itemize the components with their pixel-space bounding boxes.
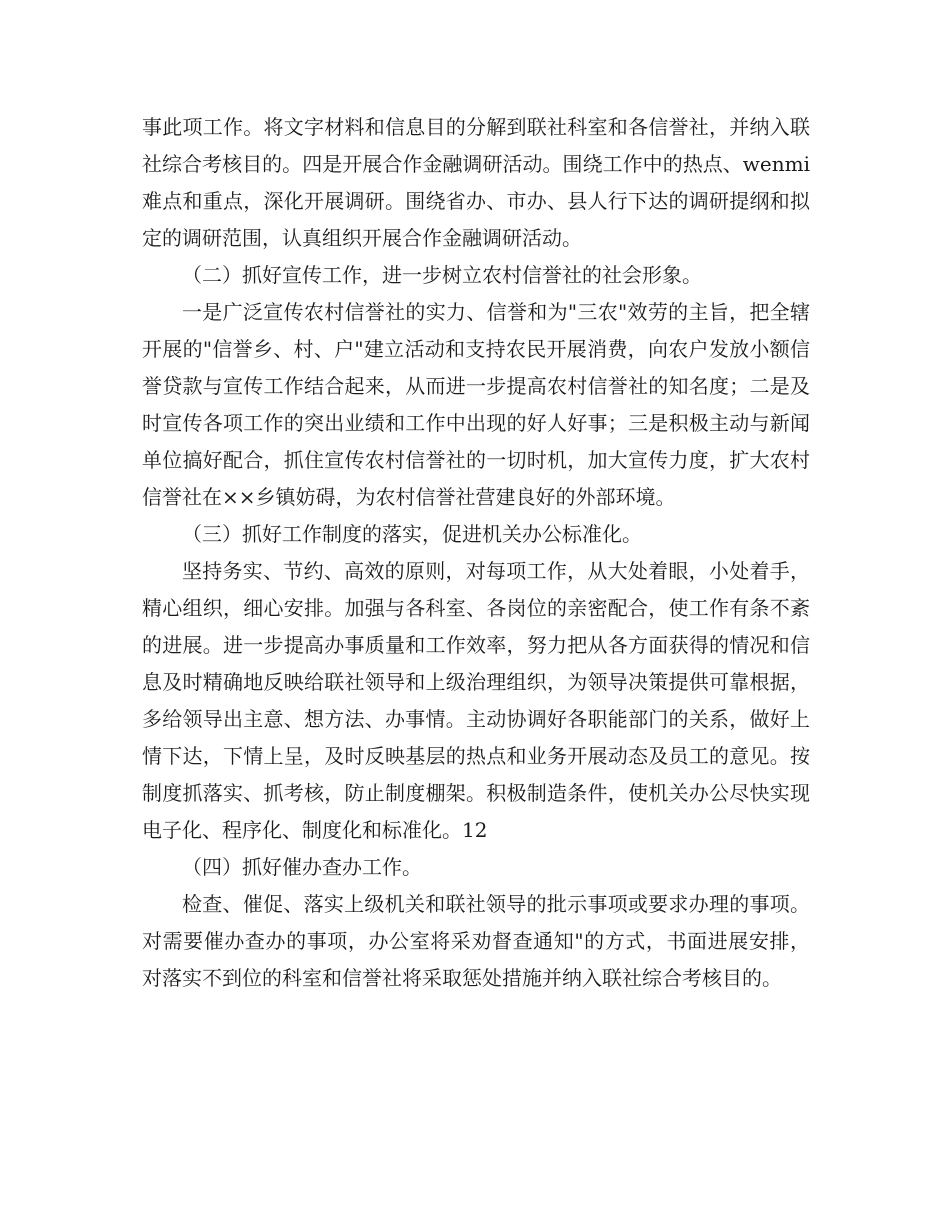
section-heading-publicity: （二）抓好宣传工作，进一步树立农村信誉社的社会形象。 [182, 263, 702, 287]
section-heading-system: （三）抓好工作制度的落实，促进机关办公标准化。 [182, 522, 642, 546]
paragraph-supervision: 检查、催促、落实上级机关和联社领导的批示事项或要求办理的事项。对需要催办查办的事项，办公室将采劝督查通知"的方式，书面进展安排，对落实不到位的科室和信誉社将采取惩处措施并纳入联社综合考核目的。 [142, 892, 810, 990]
section-heading-supervision: （四）抓好催办查办工作。 [182, 855, 422, 879]
document-body [142, 109, 810, 997]
paragraph-publicity: 一是广泛宣传农村信誉社的实力、信誉和为"三农"效劳的主旨，把全辖开展的"信誉乡、村、户"建立活动和支持农民开展消费，向农户发放小额信誉贷款与宣传工作结合起来，从而进一步提高农村信誉社的知名度；二是及时宣传各项工作的突出业绩和工作中出现的好人好事；三是积极主动与新闻单位搞好配合，抓住宣传农村信誉社的一切时机，加大宣传力度，扩大农村信誉社在××乡镇妨碍，为农村信誉社营建良好的外部环境。 [142, 300, 810, 509]
paragraph-continuation: 事此项工作。将文字材料和信息目的分解到联社科室和各信誉社，并纳入联社综合考核目的。四是开展合作金融调研活动。围绕工作中的热点、wenmi难点和重点，深化开展调研。围绕省办、市办、县人行下达的调研提纲和拟定的调研范围，认真组织开展合作金融调研活动。 [142, 115, 810, 250]
paragraph-system: 坚持务实、节约、高效的原则，对每项工作，从大处着眼，小处着手，精心组织，细心安排。加强与各科室、各岗位的亲密配合，使工作有条不紊的进展。进一步提高办事质量和工作效率，努力把从各方面获得的情况和信息及时精确地反映给联社领导和上级治理组织，为领导决策提供可靠根据，多给领导出主意、想方法、办事情。主动协调好各职能部门的关系，做好上情下达，下情上呈，及时反映基层的热点和业务开展动态及员工的意见。按制度抓落实、抓考核，防止制度棚架。积极制造条件，使机关办公尽快实现电子化、程序化、制度化和标准化。12 [142, 559, 810, 842]
